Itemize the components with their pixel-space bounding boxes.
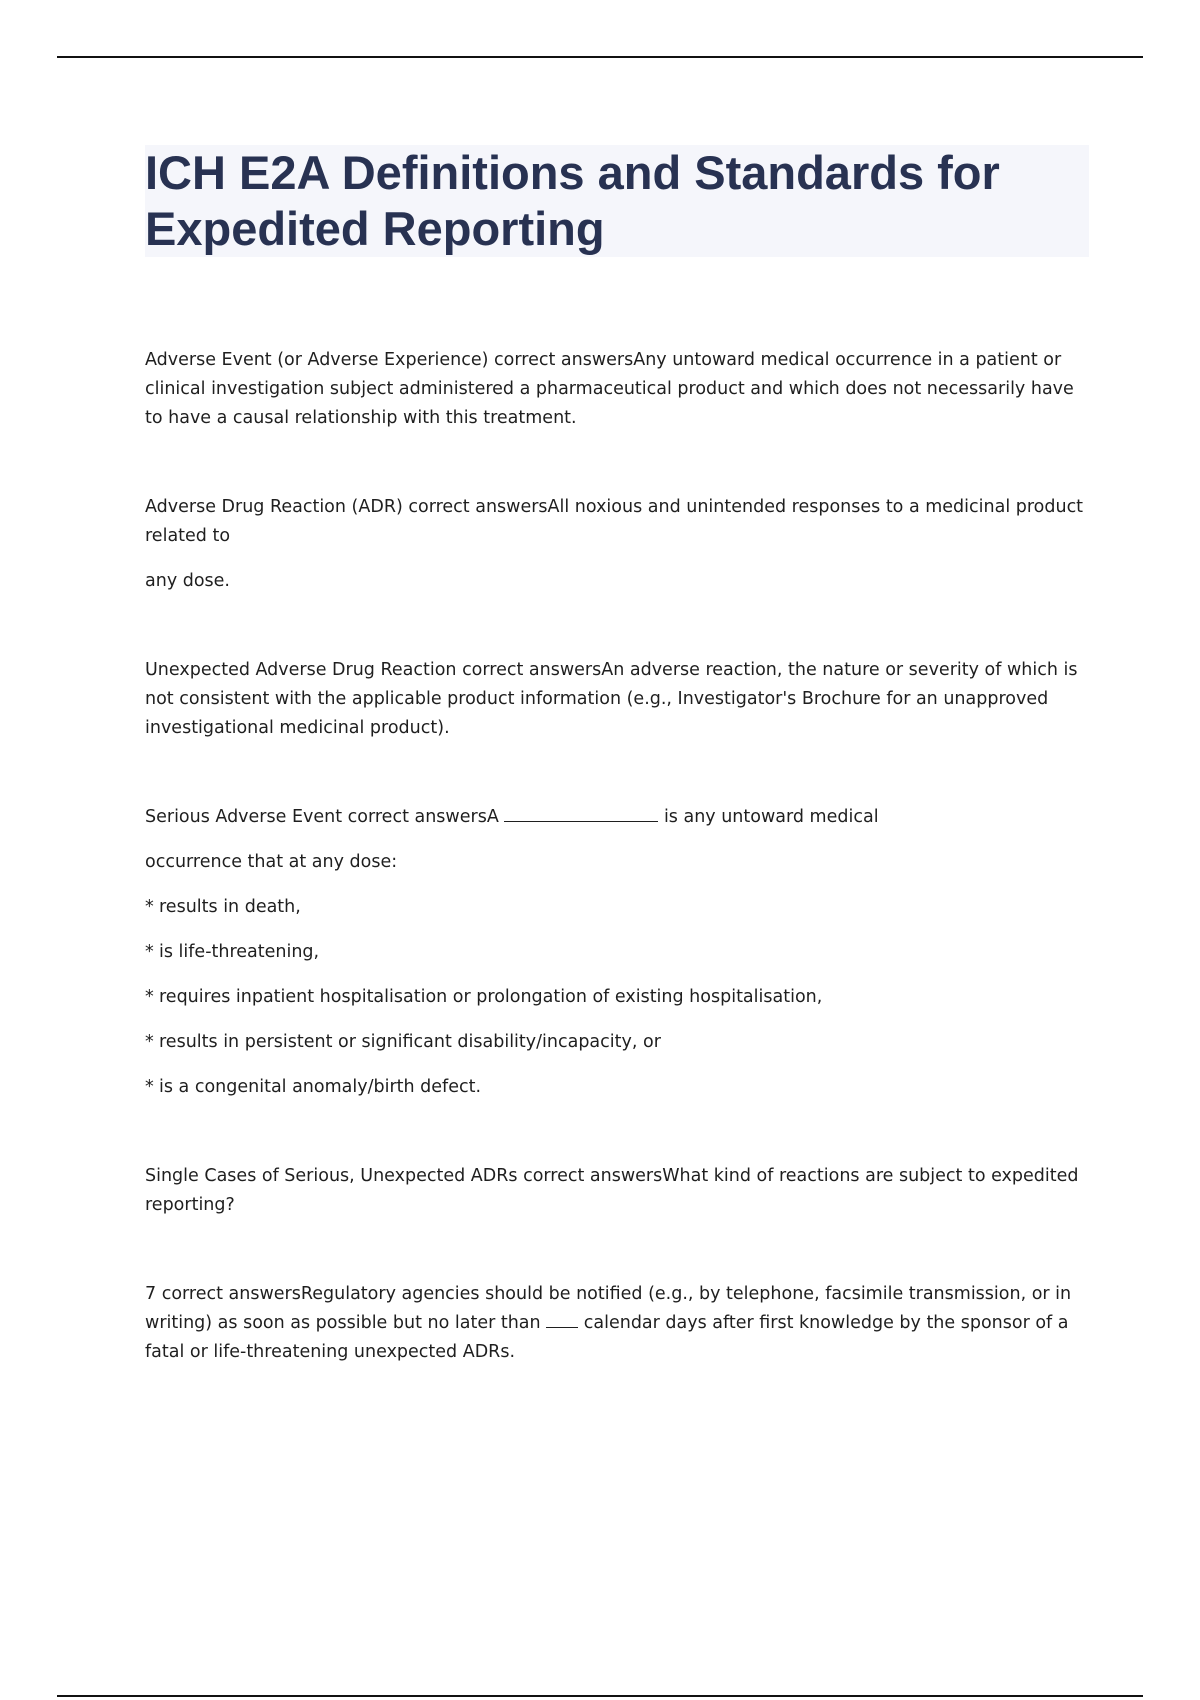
entry-term: Adverse Event (or Adverse Experience)	[145, 350, 489, 370]
entry-separator: correct answers	[456, 660, 602, 680]
qa-entry	[145, 1162, 1095, 1220]
bullet-text: is life-threatening,	[159, 942, 320, 962]
bullet-mark: *	[145, 1077, 154, 1097]
entry-paragraph	[145, 1162, 1095, 1220]
document-title: ICH E2A Definitions and Standards for Expedited Reporting	[145, 146, 1000, 255]
entry-paragraph	[145, 346, 1095, 433]
qa-entry	[145, 1280, 1095, 1367]
qa-entry	[145, 346, 1095, 433]
bullet-mark: *	[145, 942, 154, 962]
entry-separator: correct answers	[402, 497, 548, 517]
entry-separator: correct answers	[488, 350, 634, 370]
bullet-text: requires inpatient hospitalisation or prolongation of existing hospitalisation,	[159, 987, 823, 1007]
bullet-text: is a congenital anomaly/birth defect.	[159, 1077, 482, 1097]
entry-continuation: occurrence that at any dose:	[145, 852, 398, 872]
bullet-mark: *	[145, 897, 154, 917]
title-block	[145, 145, 1089, 257]
entry-term: Serious Adverse Event	[145, 807, 343, 827]
header-rule	[57, 56, 1143, 58]
entry-paragraph	[145, 656, 1095, 743]
entry-definition-start: Regulatory agencies should be notified (e.g., by telephone, facsimile transmission, or in writing) as soon as possible but no later than	[145, 1284, 1072, 1333]
entry-separator: correct answers	[156, 1284, 301, 1304]
entry-definition: All noxious and unintended responses to a medicinal product related to	[145, 497, 1084, 546]
bullet-mark: *	[145, 1032, 154, 1052]
entry-term: 7	[145, 1284, 157, 1304]
entry-definition-end: calendar days after first knowledge by the sponsor of a fatal or life-threatening unexpected ADRs.	[145, 1313, 1069, 1362]
entry-definition-start: A	[486, 807, 505, 827]
qa-entry	[145, 656, 1095, 743]
fill-in-blank	[546, 1309, 578, 1328]
entry-separator: correct answers	[342, 807, 487, 827]
entry-definition: What kind of reactions are subject to expedited reporting?	[145, 1166, 1079, 1215]
entry-definition-end: is any untoward medical	[658, 807, 879, 827]
entry-continuation: any dose.	[145, 571, 230, 591]
entry-paragraph	[145, 803, 1095, 832]
document-body	[145, 346, 1095, 1427]
entry-definition: Any untoward medical occurrence in a patient or clinical investigation subject administered a pharmaceutical product and which does not necessarily have to have a causal relationship with this treatment.	[145, 350, 1074, 428]
qa-entry	[145, 493, 1095, 596]
fill-in-blank	[504, 803, 658, 822]
entry-term: Single Cases of Serious, Unexpected ADRs	[145, 1166, 518, 1186]
footer-rule	[57, 1695, 1143, 1697]
bullet-text: results in death,	[159, 897, 301, 917]
entry-definition: An adverse reaction, the nature or severity of which is not consistent with the applicable product information (e.g., Investigator's Brochure for an unapproved investigational medicinal product).	[145, 660, 1078, 738]
bullet-text: results in persistent or significant disability/incapacity, or	[159, 1032, 661, 1052]
entry-paragraph	[145, 493, 1095, 551]
bullet-item	[145, 1073, 1095, 1102]
bullet-item	[145, 1028, 1095, 1057]
entry-separator: correct answers	[517, 1166, 663, 1186]
bullet-item	[145, 938, 1095, 967]
bullet-item	[145, 983, 1095, 1012]
entry-paragraph	[145, 1280, 1095, 1367]
entry-term: Adverse Drug Reaction (ADR)	[145, 497, 403, 517]
entry-term: Unexpected Adverse Drug Reaction	[145, 660, 457, 680]
bullet-mark: *	[145, 987, 154, 1007]
bullet-item	[145, 893, 1095, 922]
qa-entry	[145, 803, 1095, 1102]
